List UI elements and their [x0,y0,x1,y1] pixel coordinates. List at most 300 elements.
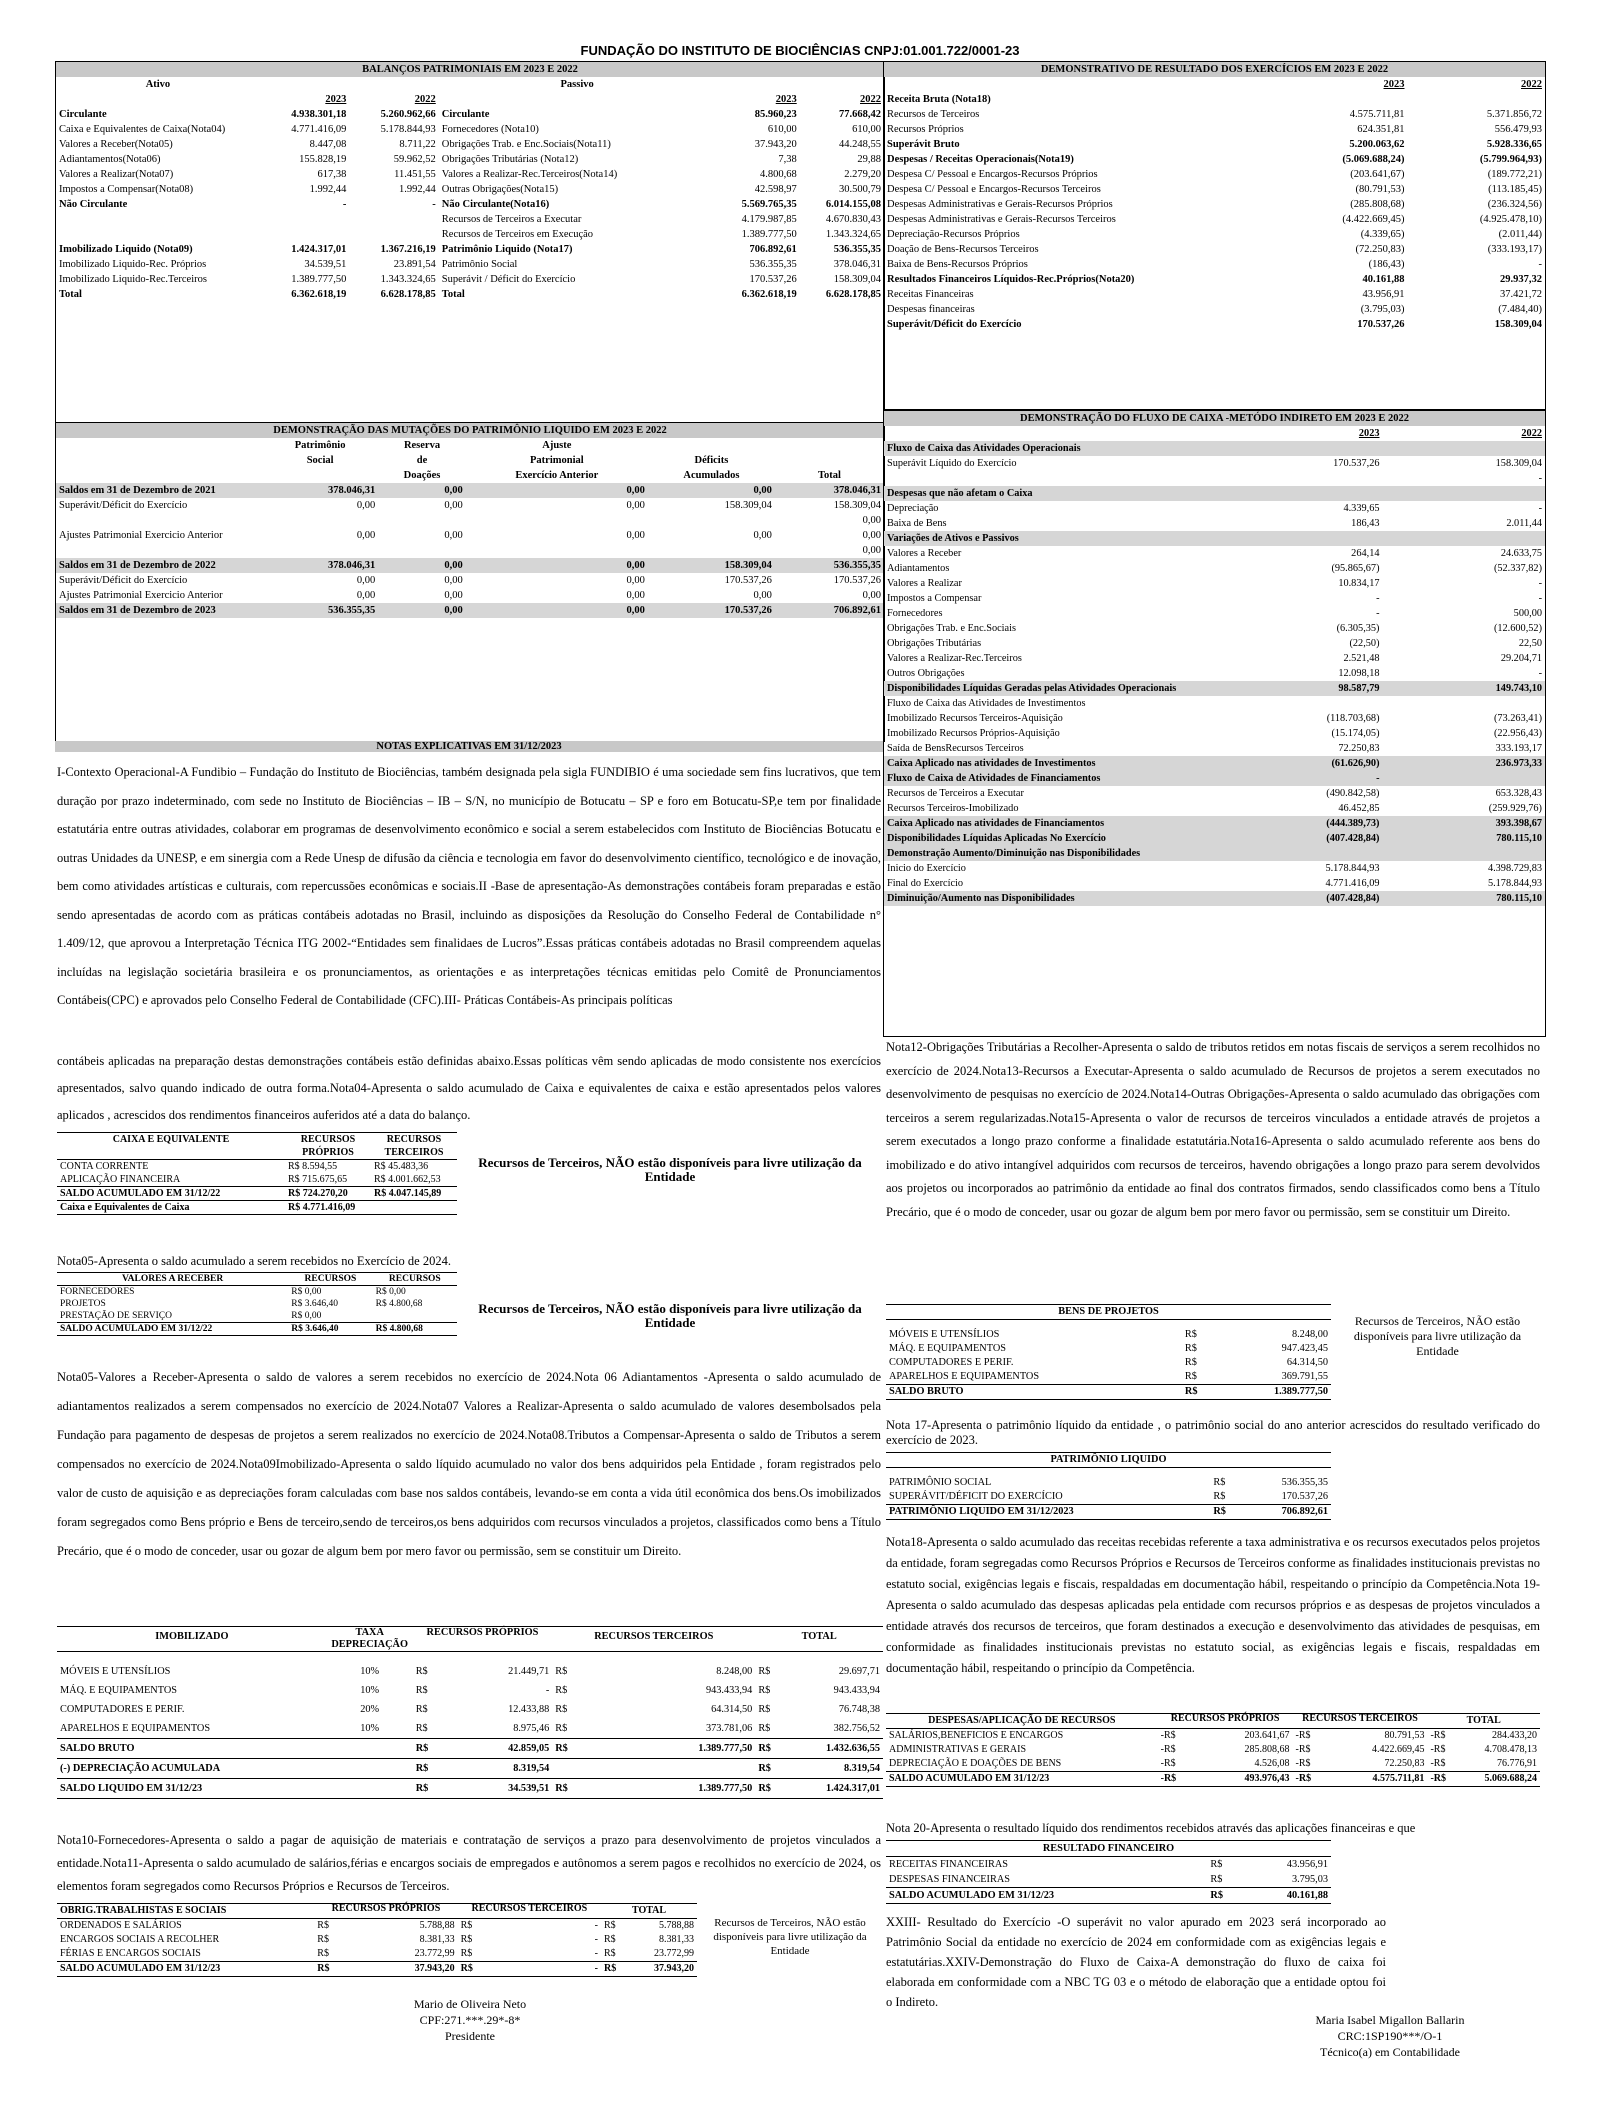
table-row [884,122,1545,137]
table-row [57,1323,457,1336]
table-cell: CONTA CORRENTE [60,1161,149,1172]
table-cell: 23.891,54 [393,259,436,270]
table-cell: 378.046,31 [833,259,881,270]
table-cell: MÓVEIS E UTENSÍLIOS [889,1329,1000,1340]
table-cell: Valores a Realizar [887,578,962,589]
table-row [56,603,884,618]
dfc-title: DEMONSTRAÇÃO DO FLUXO DE CAIXA -METÓDO INDIRETO EM 2023 E 2022 [884,411,1545,426]
table-cell: R$ 3.646,40 [291,1324,339,1334]
dmpl-h3-0: Doações [403,470,441,481]
imob-h3: RECURSOS TERCEIROS [594,1631,714,1642]
table-cell: 0,00 [626,605,645,616]
table-cell [648,513,775,528]
table-row [57,1286,457,1299]
table-cell: Outros Obrigações [887,668,965,679]
table-cell: PATRIMÔNIO SOCIAL [889,1477,992,1488]
table-cell: 5.178.844,93 [380,124,436,135]
table-cell: 4.179.987,85 [741,214,797,225]
table-cell: 536.355,35 [833,560,881,571]
bp-year-1b: 2023 [775,94,797,105]
table-cell: Ajustes Patrimonial Exercicio Anterior [59,530,223,541]
table-row [884,711,1545,726]
table-cell: (22.956,43) [1493,728,1542,739]
table-cell: - [1376,593,1380,604]
nota-contexto-operacional: I-Contexto Operacional-A Fundibio – Fundação do Instituto de Biociências, também designada pela sigla FUNDIBIO é uma sociedade sem fins lucrativos, que tem duração por prazo indeterminado, com sede no Instituto de Biociências – IB – S/N, no município de Botucatu – SP e foro em Botucatu-SP,e tem por finalidade estatutária entre outras atividades, colaborar em programas de desenvolvimento econômico e social a serem estabelecidos com Instituto de Biociências Botucatu e outras Unidades da UNESP, e em sinergia com a Rede Unesp de difusão da ciência e tecnologia em favor do desenvolvimento científico, tecnológico e de inovação, bem como atividades artísticas e culturais, com repercussões econômicas e sociais.II -Base de apresentação-As demonstrações contábeis foram preparadas e estão sendo apresentadas de acordo com as práticas contábeis adotadas no Brasil, incluindo as disposições da Resolução do Conselho Federal de Contabilidade n° 1.409/12, que aprovou a Interpretação Técnica ITG 2002-“Entidades sem finalidaes de Lucros”.Essas práticas contábeis adotadas no Brasil compreendem aquelas incluídas na legislação societária brasileira e os pronunciamentos, as orientações e as interpretações técnicas emitidas pelo Comitê de Pronunciamentos Contábeis(CPC) e aprovados pelo Conselho Federal de Contabilidade (CFC).III- Práticas Contábeis-As principais políticas [57,765,881,1007]
table-cell: DESPESAS FINANCEIRAS [889,1874,1011,1885]
dmpl-title: DEMONSTRAÇÃO DAS MUTAÇÕES DO PATRIMÔNIO LIQUIDO EM 2023 E 2022 [56,423,884,438]
table-cell: Imobilizado Recursos Terceiros-Aquisição [887,713,1063,724]
table-row [884,801,1545,816]
table-cell: Diminuição/Aumento nas Disponibilidades [887,893,1075,904]
table-cell: 8.447,08 [309,139,347,150]
table-cell: (189.772,21) [1487,169,1542,180]
table-cell: R$ [1184,1357,1197,1368]
table-cell: Baixa de Bens [887,518,947,529]
table-cell: - [1538,259,1542,270]
table-cell: - [342,199,347,210]
table-cell: (490.842,58) [1326,788,1380,799]
nota20: Nota 20-Apresenta o resultado líquido dos rendimentos recebidos através das aplicações financeiras e que [886,1821,1416,1835]
table-cell: 0,00 [444,530,463,541]
table-cell: - [1538,473,1542,484]
table-cell: SALDO BRUTO [889,1386,964,1397]
table-cell: - [594,1948,598,1959]
table-cell: R$ [415,1723,428,1734]
table-cell: (285.808,68) [1350,199,1405,210]
table-cell: R$ [555,1723,568,1734]
table-cell: 64.314,50 [711,1704,753,1715]
table-cell: Disponibilidades Líquidas Aplicadas No Exercício [887,833,1106,844]
table-row [56,588,884,603]
table-cell: 6.362.618,19 [291,289,347,300]
caixa-total-label: Caixa e Equivalentes de Caixa [60,1202,190,1213]
table-cell: MÁQ. E EQUIPAMENTOS [60,1685,177,1696]
table-cell: R$ 715.675,65 [288,1174,348,1185]
table-cell: Saldos em 31 de Dezembro de 2023 [59,605,216,616]
table-cell: 59.962,52 [393,154,436,165]
table-cell [327,1739,413,1759]
table-row [884,516,1545,531]
table-row [886,1872,1331,1888]
table-cell [56,227,260,242]
table-row [886,1385,1331,1400]
table-cell: 0,00 [626,500,645,511]
nota-xxiii-xxiv: XXIII- Resultado do Exercício -O superávit no valor apurado em 2023 será incorporado ao Patrimônio Social da entidade no exercício de 2024 em conformidade com as exigências legais e estatutárias.XXIV-Demonstração do Fluxo de Caixa-A demonstração do fluxo de caixa foi elaborada em conformidade com a NBC TG 03 e o método de elaboração que a entidade optou foi o Indireto. [886,1915,1386,2009]
caixa-h2: RECURSOS TERCEIROS [384,1134,444,1158]
nota18-19: Nota18-Apresenta o saldo acumulado das receitas recebidas referente a taxa administrativa e os recursos executados pelos projetos da entidade, foram segregadas como Recursos Próprios e Recursos de Terceiros conforme as finalidades institucionais previstas no estatuto social, exigências legais e fiscais, respaldadas em documentação hábil, respeitando o princípio da Competência.Nota 19-Apresenta o saldo acumulado das despesas aplicadas pela entidade com recursos próprios e as despesas de projetos vinculados a entidade através dos recursos de terceiros, que foram destinados a execução e desenvolvimento das atividades de pesquisas, em conformidade as finalidades institucionais previstas no estatuto social, as exigências legais e fiscais, respaldadas em documentação hábil, respeitando o princípio da Competência. [886,1535,1540,1675]
desp-h3: TOTAL [1466,1715,1501,1726]
table-row [884,486,1545,501]
table-cell: Variações de Ativos e Passivos [887,533,1019,544]
table-cell: R$ [555,1685,568,1696]
table-cell: 943.433,94 [705,1685,753,1696]
table-cell: Obrigações Tributárias [887,638,982,649]
table-cell: Fornecedores [887,608,943,619]
dmpl-h2-0: Social [306,455,334,466]
table-cell: 72.250,83 [1384,1758,1425,1769]
table-cell: 170.537,26 [724,575,772,586]
table-cell: Recursos de Terceiros [887,109,980,120]
caixa-total-value: R$ 4.771.416,09 [288,1202,356,1213]
table-cell: SALDO ACUMULADO EM 31/12/22 [60,1324,213,1334]
table-cell [1383,531,1546,546]
table-cell: SALDO ACUMULADO EM 31/12/23 [889,1773,1050,1784]
table-cell: 34.539,51 [304,259,347,270]
table-cell: R$ [317,1920,329,1931]
table-cell: 5.928.336,65 [1486,139,1542,150]
table-cell: (407.428,84) [1326,893,1380,904]
sig2-name: Maria Isabel Migallon Ballarin [1315,2013,1465,2027]
obrig-h0: OBRIG.TRABALHISTAS E SOCIAIS [60,1905,227,1916]
table-cell: Final do Exercício [887,878,964,889]
table-cell: Baixa de Bens-Recursos Próprios [887,259,1028,270]
table-cell [1270,92,1408,107]
table-cell: 5.371.856,72 [1486,109,1542,120]
table-cell: (7.484,40) [1498,304,1542,315]
table-cell [1220,696,1383,711]
table-cell: R$ 4.800,68 [375,1324,423,1334]
table-cell: 393.398,67 [1495,818,1542,829]
table-row [57,1947,697,1962]
table-cell: Imobilizado Liquido (Nota09) [59,244,193,255]
table-cell: R$ [460,1948,473,1959]
table-cell: Receita Bruta (Nota18) [887,94,991,105]
table-cell: Caixa Aplicado nas atividades de Financiamentos [887,818,1105,829]
table-cell: Saldos em 31 de Dezembro de 2022 [59,560,216,571]
table-cell: Obrigações Tributárias (Nota12) [441,154,579,165]
table-cell: Despesa C/ Pessoal e Encargos-Recursos Próprios [887,169,1098,180]
table-cell: Superávit/Déficit do Exercício [59,500,188,511]
table-cell: 29.697,71 [838,1666,880,1677]
table-cell: 0,00 [862,545,881,556]
table-cell: R$ 0,00 [375,1287,406,1297]
table-cell: 624.351,81 [1357,124,1405,135]
table-cell: R$ [415,1763,429,1774]
table-cell: Imobilizado Liquido-Rec. Próprios [59,259,207,270]
table-cell: 236.973,33 [1495,758,1542,769]
table-cell: R$ [415,1704,428,1715]
table-cell: 536.355,35 [833,244,881,255]
table-cell: Adiantamentos(Nota06) [59,154,161,165]
table-cell: 1.424.317,01 [825,1783,880,1794]
table-row [884,272,1545,287]
table-cell: -R$ [1430,1730,1446,1741]
table-cell: 8.319,54 [513,1763,550,1774]
table-cell: 610,00 [852,124,881,135]
table-cell: R$ 4.800,68 [375,1299,423,1309]
dmpl-h-1: Reserva [403,440,441,451]
table-cell: 1.343.324,65 [380,274,436,285]
table-cell: R$ [758,1685,771,1696]
dfc-year-2: 2022 [1521,428,1542,439]
dre-rows [884,92,1545,332]
table-cell: R$ 3.646,40 [291,1299,338,1309]
table-cell: R$ [758,1666,771,1677]
table-cell: R$ [555,1666,568,1677]
dmpl-h2-4: Total [817,470,841,481]
receber-side-note: Recursos de Terceiros, NÃO estão disponíveis para livre utilização da Entidade [478,1301,862,1330]
table-row [884,591,1545,606]
table-row [56,498,884,513]
table-cell: 1.389.777,50 [1273,1386,1328,1397]
table-cell [1220,441,1383,456]
table-cell: 369.791,55 [1281,1371,1328,1382]
table-row [56,513,884,528]
table-cell [600,1759,755,1779]
table-cell: 8.248,00 [1291,1329,1328,1340]
table-cell: Valores a Realizar-Rec.Terceiros(Nota14) [441,169,618,180]
table-cell: Impostos a Compensar(Nota08) [59,184,194,195]
table-cell: 29,88 [857,154,881,165]
table-cell: 6.014.155,08 [825,199,881,210]
table-row [57,1187,457,1201]
mutacoes-patrimonio [55,422,885,742]
table-cell: - [1538,578,1542,589]
table-cell [327,1759,413,1779]
table-cell: R$ [604,1920,616,1931]
table-cell: (113.185,45) [1488,184,1542,195]
table-cell [648,543,775,558]
table-cell: R$ [1184,1343,1197,1354]
table-cell: 382.756,52 [833,1723,880,1734]
table-cell: R$ [1184,1329,1197,1340]
table-cell: 37.943,20 [754,139,797,150]
table-cell: 3.795,03 [1291,1874,1328,1885]
table-cell: Valores a Receber [887,548,962,559]
table-cell: 5.200.063,62 [1349,139,1405,150]
table-cell: R$ [415,1685,428,1696]
table-cell: MÁQ. E EQUIPAMENTOS [889,1343,1006,1354]
table-cell: FÉRIAS E ENCARGOS SOCIAIS [60,1948,201,1959]
table-cell: 72.250,83 [1338,743,1380,754]
table-cell: 1.367.216,19 [380,244,436,255]
table-cell: 64.314,50 [1286,1357,1328,1368]
table-row [886,1490,1331,1505]
table-cell: SUPERÁVIT/DÉFICIT DO EXERCÍCIO [889,1491,1063,1502]
table-cell: R$ [1213,1506,1226,1517]
sig1-cpf: CPF:271.***.29*-8* [419,2013,521,2027]
table-cell: -R$ [1430,1758,1446,1769]
table-cell: Depreciação [887,503,939,514]
table-cell [1383,696,1546,711]
table-cell: 2.521,48 [1343,653,1380,664]
table-cell: 10.834,17 [1338,578,1380,589]
table-cell: 0,00 [356,575,376,586]
table-row [886,1505,1331,1520]
table-cell: Despesas Administrativas e Gerais-Recursos Próprios [887,199,1113,210]
table-cell: - [594,1963,598,1974]
table-cell: Imobilizado Recursos Próprios-Aquisição [887,728,1060,739]
table-cell: 5.569.765,35 [741,199,797,210]
table-cell: R$ 0,00 [291,1287,322,1297]
table-cell: 0,00 [444,560,463,571]
table-cell: 493.976,43 [1244,1773,1290,1784]
table-cell: 378.046,31 [327,560,376,571]
table-cell: 0,00 [862,530,881,541]
table-cell: Total [441,289,465,300]
table-cell: 706.892,61 [833,605,881,616]
table-cell: Superávit/Déficit do Exercício [59,575,188,586]
table-row [886,1342,1331,1356]
table-cell: 2.011,44 [1506,518,1542,529]
table-cell: Não Circulante(Nota16) [441,199,550,210]
table-cell: 947.423,45 [1281,1343,1328,1354]
table-row [884,531,1545,546]
table-cell: R$ 45.483,36 [374,1161,429,1172]
table-row [56,212,884,227]
table-cell [56,513,262,528]
table-cell: R$ [460,1963,473,1974]
table-cell: Saída de BensRecursos Terceiros [887,743,1024,754]
table-cell: Caixa Aplicado nas atividades de Investimentos [887,758,1096,769]
table-cell: Superávit Líquido do Exercício [887,458,1017,469]
table-cell: 1.389.777,50 [741,229,797,240]
table-cell: (52.337,82) [1493,563,1542,574]
table-cell: R$ [317,1934,329,1945]
table-cell: Patrimônio Liquido (Nota17) [441,244,573,255]
table-cell: 284.433,20 [1492,1730,1537,1741]
obrig-h3: TOTAL [631,1905,667,1916]
table-cell: (80.791,53) [1355,184,1405,195]
table-row [884,152,1545,167]
table-cell: 0,00 [356,590,376,601]
rec-h0: VALORES A RECEBER [122,1274,224,1284]
bens-rows [886,1328,1331,1400]
table-cell: R$ [415,1783,429,1794]
table-cell: (72.250,83) [1355,244,1405,255]
table-cell: R$ [758,1723,771,1734]
table-cell: Recursos de Terceiros a Executar [887,788,1024,799]
table-cell: -R$ [1295,1758,1311,1769]
table-row [886,1729,1540,1744]
despesas-rows [886,1729,1540,1787]
table-cell: -R$ [1160,1773,1177,1784]
table-row [57,1719,883,1739]
table-row [884,456,1545,471]
table-row [884,576,1545,591]
table-cell [1383,846,1546,861]
table-cell: - [594,1934,598,1945]
table-cell: 0,00 [626,530,645,541]
table-cell: 0,00 [862,515,881,526]
table-row [57,1681,883,1700]
table-row [886,1857,1331,1873]
table-cell: 0,00 [753,530,772,541]
table-row [884,786,1545,801]
table-cell: 155.828,19 [299,154,347,165]
dre-title: DEMONSTRATIVO DE RESULTADO DOS EXERCÍCIOS EM 2023 E 2022 [884,62,1545,77]
table-row [884,606,1545,621]
table-cell: Valores a Receber(Nota05) [59,139,173,150]
table-cell: 149.743,10 [1495,683,1542,694]
table-cell: 4.800,68 [759,169,797,180]
table-cell: Ajustes Patrimonial Exercicio Anterior [59,590,223,601]
table-cell: 7,38 [778,154,797,165]
table-cell: 536.355,35 [1281,1477,1328,1488]
table-row [57,1173,457,1187]
table-cell: 536.355,35 [749,259,797,270]
table-cell: - [1376,608,1380,619]
table-cell: 0,00 [356,500,376,511]
table-cell: Demonstração Aumento/Diminuição nas Disponibilidades [887,848,1141,859]
table-row [56,197,884,212]
table-cell: 1.389.777,50 [698,1783,753,1794]
table-cell: - [1538,668,1542,679]
table-cell [1220,846,1383,861]
table-cell: 203.641,67 [1244,1730,1290,1741]
bens-side-note: Recursos de Terceiros, NÃO estão disponíveis para livre utilização da Entidade [1353,1314,1522,1358]
table-cell: (5.069.688,24) [1342,154,1405,165]
dmpl-h-3: Déficits [694,455,729,466]
table-cell: 158.309,04 [1495,458,1542,469]
table-row [886,1370,1331,1385]
sig2-role: Técnico(a) em Contabilidade [1320,2045,1460,2059]
table-cell: -R$ [1430,1773,1446,1784]
table-cell: 8.248,00 [716,1666,753,1677]
table-row [57,1759,883,1779]
table-cell: 4.398.729,83 [1487,863,1542,874]
table-cell: 4.670.830,43 [825,214,881,225]
table-cell: APARELHOS E EQUIPAMENTOS [889,1371,1040,1382]
table-cell: R$ [1210,1859,1223,1870]
table-cell: DEPRECIAÇÃO E DOAÇÕES DE BENS [889,1758,1062,1769]
table-cell: 22,50 [1518,638,1542,649]
table-cell: 37.421,72 [1500,289,1542,300]
despesas-table [886,1713,1540,1787]
table-cell: 0,00 [444,500,463,511]
table-cell: 4.339,65 [1343,503,1380,514]
table-row [56,242,884,257]
table-cell [378,543,466,558]
obrigacoes-rows [57,1919,697,1977]
table-cell: (203.641,67) [1350,169,1405,180]
table-cell: - [594,1920,598,1931]
table-cell: 30.500,79 [839,184,881,195]
table-cell: (61.626,90) [1331,758,1380,769]
table-cell: 44.248,55 [839,139,881,150]
table-cell: R$ [415,1666,428,1677]
table-cell: 8.381,33 [419,1934,455,1945]
table-cell: SALDO ACUMULADO EM 31/12/23 [60,1963,221,1974]
table-cell: (-) DEPRECIAÇÃO ACUMULADA [60,1763,221,1774]
table-cell: Saldos em 31 de Dezembro de 2021 [59,485,216,496]
table-cell [262,513,378,528]
rec-h1: RECURSOS [304,1274,357,1284]
table-cell: (15.174,05) [1331,728,1380,739]
table-cell: 0,00 [444,590,463,601]
sig2-crc: CRC:1SP190***/O-1 [1337,2029,1443,2043]
desp-h2: RECURSOS TERCEIROS [1302,1713,1418,1724]
table-cell: 610,00 [767,124,797,135]
table-cell: 0,00 [753,485,772,496]
table-cell: Patrimônio Social [441,259,518,270]
table-cell: (95.865,67) [1331,563,1380,574]
table-row [56,483,884,498]
table-cell: -R$ [1295,1744,1311,1755]
table-cell: (4.422.669,45) [1342,214,1405,225]
table-cell: 6.628.178,85 [825,289,881,300]
table-row [56,573,884,588]
table-cell: Despesas / Receitas Operacionais(Nota19) [887,154,1074,165]
table-cell: 158.309,04 [833,500,881,511]
table-row [884,212,1545,227]
table-cell: 40.161,88 [1286,1890,1328,1901]
table-row [57,1298,457,1310]
table-cell: R$ [1210,1890,1223,1901]
table-cell: Não Circulante [59,199,128,210]
table-cell [884,471,1220,486]
table-cell [1383,486,1546,501]
